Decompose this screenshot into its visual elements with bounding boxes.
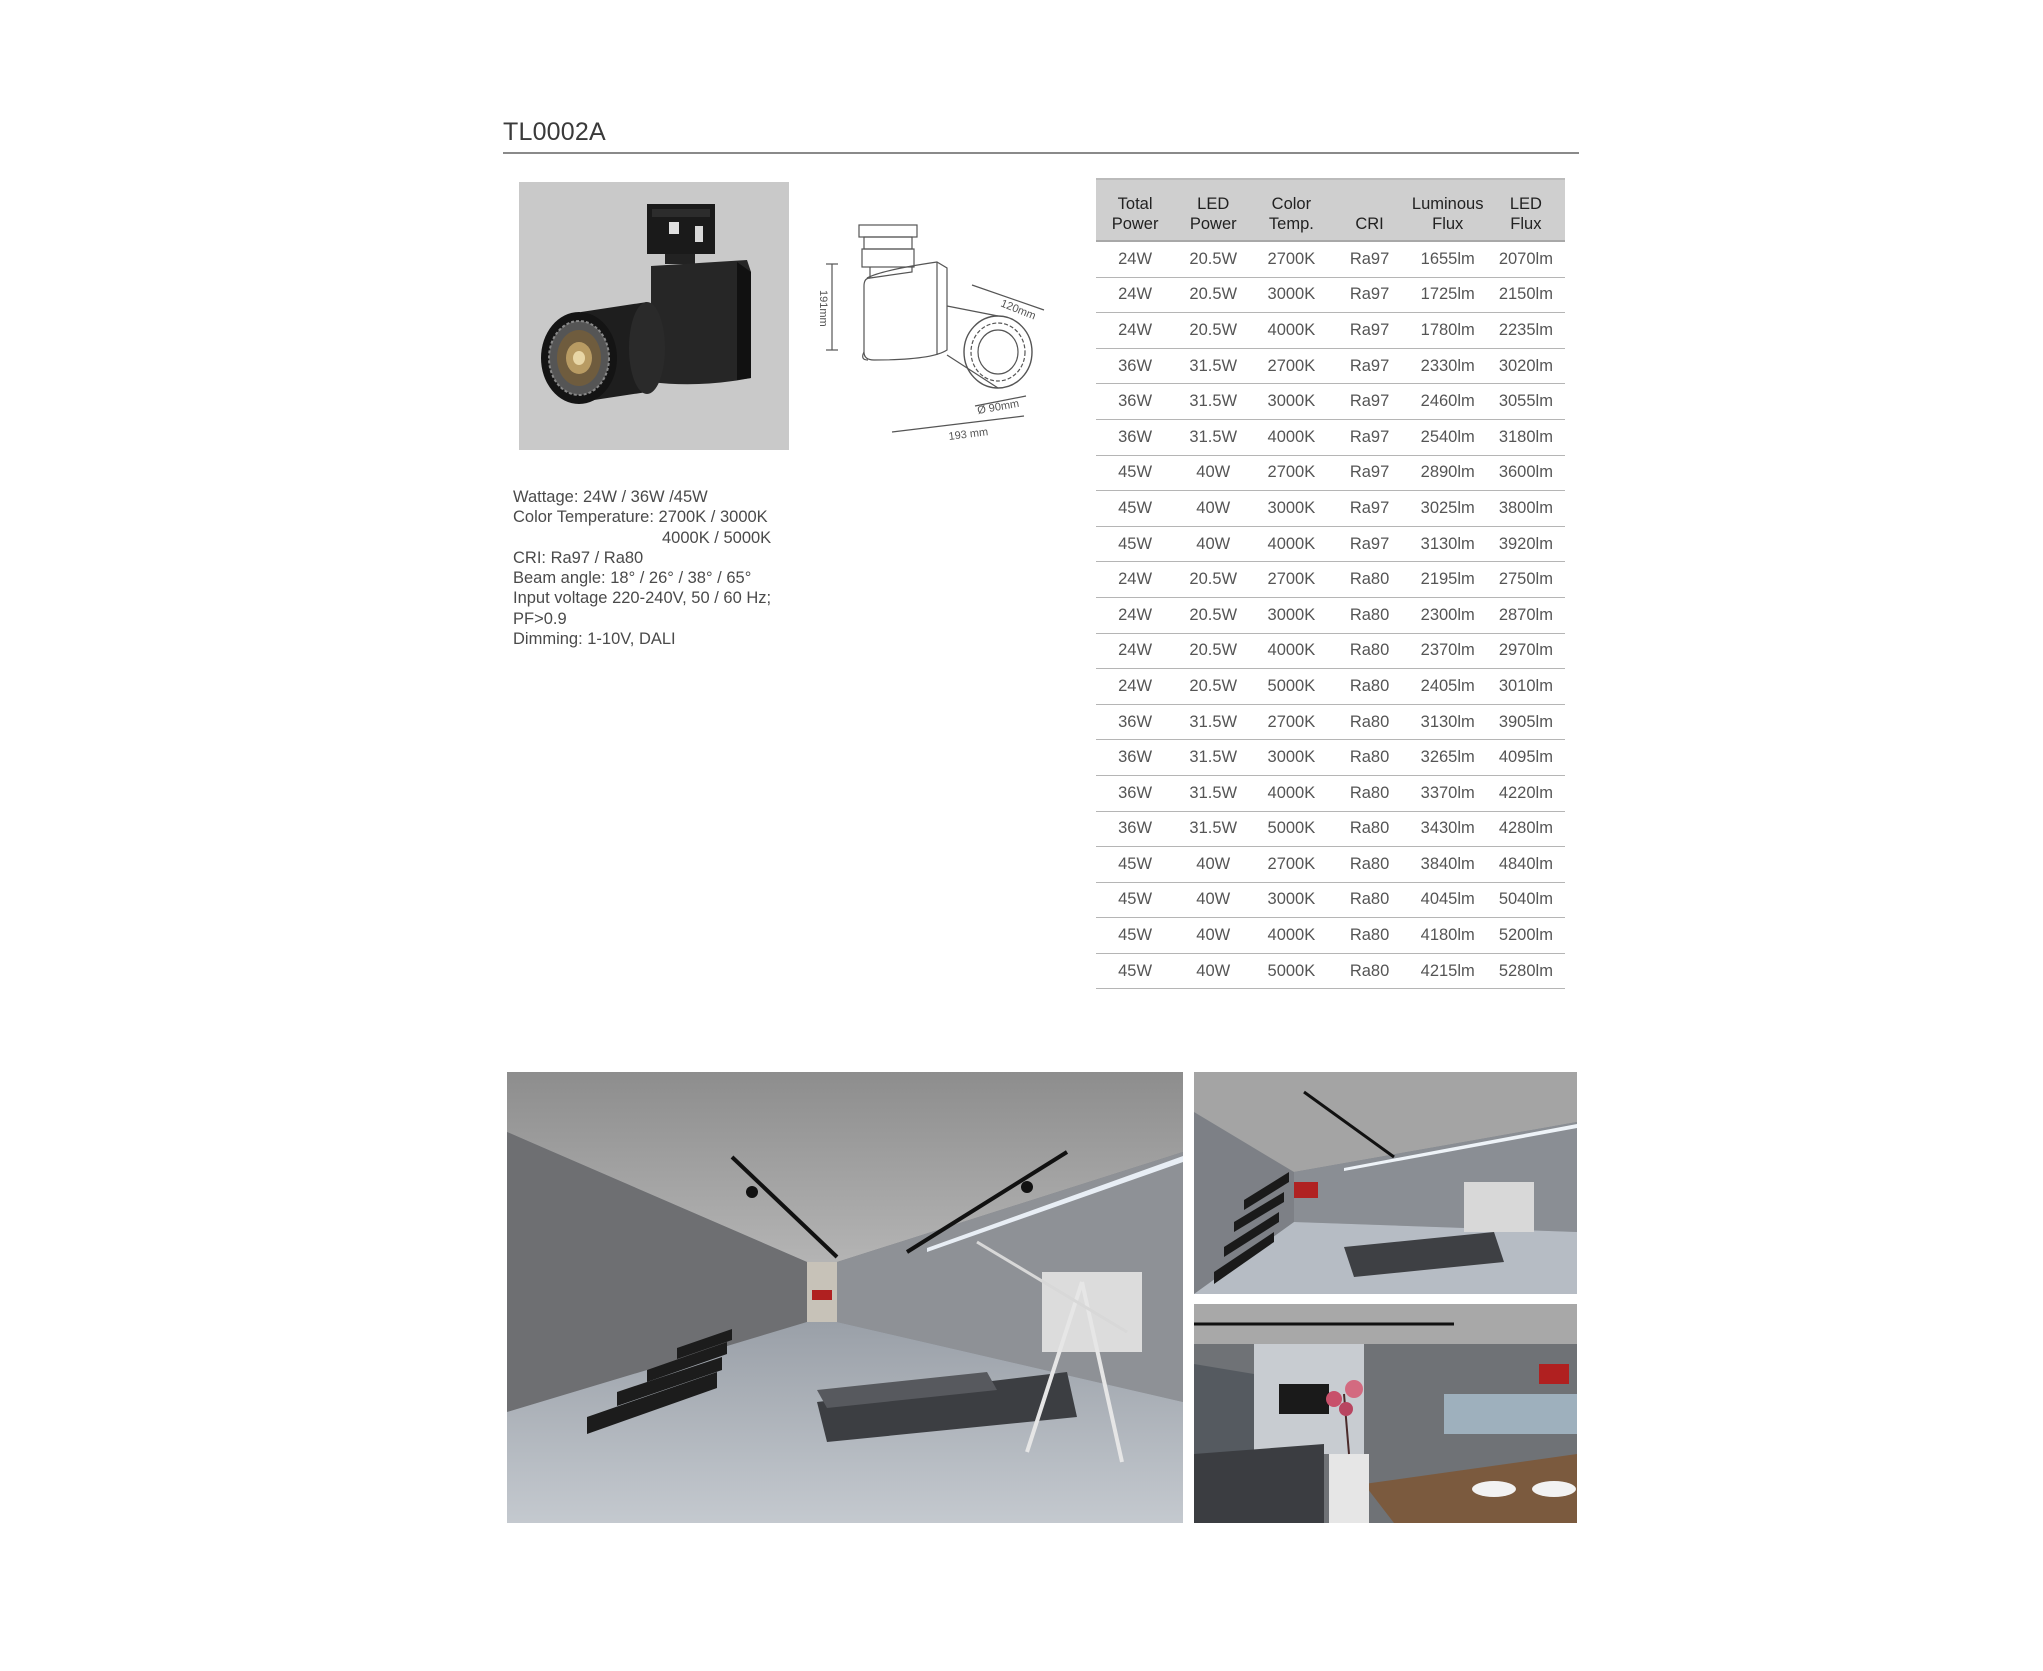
table-row (1096, 491, 1565, 527)
table-row (1096, 597, 1565, 633)
cell-color-temp: 2700K (1252, 455, 1330, 491)
cell-cri: Ra80 (1330, 562, 1408, 598)
cell-color-temp: 4000K (1252, 526, 1330, 562)
table-row (1096, 277, 1565, 313)
cell-cri: Ra97 (1330, 348, 1408, 384)
track-light-illustration (519, 182, 789, 450)
cell-total-power: 36W (1096, 811, 1174, 847)
spec-power-factor: PF>0.9 (513, 609, 567, 628)
cell-luminous-flux: 2300lm (1409, 597, 1487, 633)
spec-dimming: Dimming: 1-10V, DALI (513, 630, 676, 649)
cell-color-temp: 2700K (1252, 704, 1330, 740)
cell-total-power: 36W (1096, 740, 1174, 776)
cell-led-power: 31.5W (1174, 775, 1252, 811)
cell-luminous-flux: 1780lm (1409, 313, 1487, 349)
cell-color-temp: 3000K (1252, 491, 1330, 527)
height-dimension-label: 191mm (817, 290, 829, 327)
cell-luminous-flux: 4215lm (1409, 953, 1487, 989)
cell-led-power: 40W (1174, 882, 1252, 918)
header-luminous-flux: Luminous Flux (1409, 179, 1487, 241)
cell-cri: Ra97 (1330, 241, 1408, 277)
cell-cri: Ra97 (1330, 491, 1408, 527)
cell-total-power: 24W (1096, 669, 1174, 705)
header-total-power: Total Power (1096, 179, 1174, 241)
table-row (1096, 241, 1565, 277)
cell-led-flux: 2070lm (1487, 241, 1565, 277)
cell-led-power: 31.5W (1174, 811, 1252, 847)
cell-led-power: 20.5W (1174, 669, 1252, 705)
table-row (1096, 419, 1565, 455)
cell-cri: Ra80 (1330, 953, 1408, 989)
cell-cri: Ra80 (1330, 704, 1408, 740)
interior-photo-bottom (1194, 1304, 1577, 1523)
cell-led-power: 20.5W (1174, 277, 1252, 313)
cell-luminous-flux: 2330lm (1409, 348, 1487, 384)
cell-led-power: 31.5W (1174, 740, 1252, 776)
cell-total-power: 45W (1096, 526, 1174, 562)
header-led-flux: LED Flux (1487, 179, 1565, 241)
cell-cri: Ra97 (1330, 384, 1408, 420)
width-dimension-label: 193 mm (947, 426, 989, 443)
cell-total-power: 45W (1096, 953, 1174, 989)
table-row (1096, 775, 1565, 811)
product-photo (519, 182, 789, 450)
spec-beam-angle: Beam angle: 18° / 26° / 38° / 65° (513, 569, 752, 588)
cell-led-power: 40W (1174, 953, 1252, 989)
cell-luminous-flux: 3265lm (1409, 740, 1487, 776)
interior-photo-main (507, 1072, 1183, 1523)
cell-luminous-flux: 1725lm (1409, 277, 1487, 313)
cell-luminous-flux: 3130lm (1409, 526, 1487, 562)
cell-cri: Ra97 (1330, 277, 1408, 313)
cell-total-power: 24W (1096, 313, 1174, 349)
cell-led-power: 40W (1174, 455, 1252, 491)
cell-cri: Ra97 (1330, 526, 1408, 562)
cell-luminous-flux: 2405lm (1409, 669, 1487, 705)
cell-total-power: 24W (1096, 597, 1174, 633)
cell-total-power: 36W (1096, 348, 1174, 384)
spec-color-temperature: Color Temperature: 2700K / 3000K (513, 508, 768, 527)
cell-total-power: 24W (1096, 633, 1174, 669)
table-row (1096, 562, 1565, 598)
cell-luminous-flux: 2890lm (1409, 455, 1487, 491)
cell-led-flux: 2870lm (1487, 597, 1565, 633)
table-row (1096, 918, 1565, 954)
cell-color-temp: 3000K (1252, 740, 1330, 776)
diameter-dimension-label: Ø 90mm (976, 397, 1021, 417)
spec-cri: CRI: Ra97 / Ra80 (513, 548, 644, 567)
cell-led-flux: 5040lm (1487, 882, 1565, 918)
cell-luminous-flux: 3430lm (1409, 811, 1487, 847)
cell-led-flux: 3920lm (1487, 526, 1565, 562)
cell-led-power: 40W (1174, 847, 1252, 883)
cell-color-temp: 5000K (1252, 811, 1330, 847)
cell-total-power: 36W (1096, 775, 1174, 811)
table-row (1096, 953, 1565, 989)
cell-luminous-flux: 3840lm (1409, 847, 1487, 883)
cell-cri: Ra97 (1330, 313, 1408, 349)
cell-color-temp: 5000K (1252, 953, 1330, 989)
cell-led-power: 20.5W (1174, 562, 1252, 598)
cell-color-temp: 3000K (1252, 277, 1330, 313)
cell-color-temp: 2700K (1252, 348, 1330, 384)
cell-luminous-flux: 2370lm (1409, 633, 1487, 669)
cell-cri: Ra97 (1330, 455, 1408, 491)
cell-total-power: 45W (1096, 918, 1174, 954)
cell-led-flux: 2750lm (1487, 562, 1565, 598)
cell-luminous-flux: 4180lm (1409, 918, 1487, 954)
dimension-drawing (812, 210, 1052, 450)
cell-color-temp: 3000K (1252, 384, 1330, 420)
cell-led-power: 20.5W (1174, 241, 1252, 277)
cell-cri: Ra80 (1330, 882, 1408, 918)
cell-led-power: 31.5W (1174, 384, 1252, 420)
spec-list (513, 487, 813, 649)
cell-total-power: 45W (1096, 847, 1174, 883)
title-divider (503, 152, 1579, 154)
cell-led-flux: 3905lm (1487, 704, 1565, 740)
cell-cri: Ra80 (1330, 847, 1408, 883)
cell-color-temp: 4000K (1252, 419, 1330, 455)
cell-cri: Ra80 (1330, 811, 1408, 847)
cell-led-flux: 4095lm (1487, 740, 1565, 776)
cell-luminous-flux: 2540lm (1409, 419, 1487, 455)
cell-led-flux: 4840lm (1487, 847, 1565, 883)
cell-led-flux: 3800lm (1487, 491, 1565, 527)
cell-color-temp: 3000K (1252, 882, 1330, 918)
cell-color-temp: 4000K (1252, 918, 1330, 954)
cell-cri: Ra80 (1330, 597, 1408, 633)
cell-cri: Ra80 (1330, 740, 1408, 776)
header-cri: CRI (1330, 179, 1408, 241)
cell-led-power: 40W (1174, 918, 1252, 954)
spec-table (1096, 178, 1565, 989)
cell-luminous-flux: 3370lm (1409, 775, 1487, 811)
cell-total-power: 24W (1096, 562, 1174, 598)
cell-led-power: 31.5W (1174, 704, 1252, 740)
cell-total-power: 45W (1096, 882, 1174, 918)
cell-led-power: 20.5W (1174, 597, 1252, 633)
cell-led-flux: 2235lm (1487, 313, 1565, 349)
table-row (1096, 811, 1565, 847)
cell-luminous-flux: 1655lm (1409, 241, 1487, 277)
cell-total-power: 45W (1096, 491, 1174, 527)
cell-led-flux: 3020lm (1487, 348, 1565, 384)
cell-color-temp: 5000K (1252, 669, 1330, 705)
cell-color-temp: 4000K (1252, 633, 1330, 669)
cell-led-flux: 3180lm (1487, 419, 1565, 455)
cell-led-power: 40W (1174, 526, 1252, 562)
cell-color-temp: 2700K (1252, 847, 1330, 883)
cell-color-temp: 2700K (1252, 562, 1330, 598)
cell-total-power: 45W (1096, 455, 1174, 491)
cell-luminous-flux: 3130lm (1409, 704, 1487, 740)
cell-led-power: 31.5W (1174, 419, 1252, 455)
cell-led-flux: 2150lm (1487, 277, 1565, 313)
cell-led-flux: 3055lm (1487, 384, 1565, 420)
cell-cri: Ra80 (1330, 633, 1408, 669)
table-row (1096, 633, 1565, 669)
cell-led-flux: 5200lm (1487, 918, 1565, 954)
cell-color-temp: 2700K (1252, 241, 1330, 277)
cell-total-power: 36W (1096, 384, 1174, 420)
cell-luminous-flux: 2195lm (1409, 562, 1487, 598)
depth-dimension-label: 120mm (998, 297, 1038, 323)
cell-cri: Ra80 (1330, 775, 1408, 811)
cell-color-temp: 4000K (1252, 313, 1330, 349)
table-row (1096, 740, 1565, 776)
cell-led-power: 40W (1174, 491, 1252, 527)
table-row (1096, 313, 1565, 349)
cell-luminous-flux: 2460lm (1409, 384, 1487, 420)
table-row (1096, 847, 1565, 883)
cell-led-flux: 3010lm (1487, 669, 1565, 705)
cell-cri: Ra97 (1330, 419, 1408, 455)
cell-total-power: 24W (1096, 241, 1174, 277)
cell-led-flux: 4280lm (1487, 811, 1565, 847)
cell-total-power: 36W (1096, 704, 1174, 740)
cell-cri: Ra80 (1330, 918, 1408, 954)
cell-cri: Ra80 (1330, 669, 1408, 705)
table-row (1096, 669, 1565, 705)
spec-color-temperature-cont: 4000K / 5000K (662, 528, 772, 547)
table-row (1096, 348, 1565, 384)
table-row (1096, 882, 1565, 918)
spec-input-voltage: Input voltage 220-240V, 50 / 60 Hz; (513, 589, 772, 608)
spec-wattage: Wattage: 24W / 36W /45W (513, 488, 708, 506)
cell-color-temp: 4000K (1252, 775, 1330, 811)
header-color-temp: Color Temp. (1252, 179, 1330, 241)
cell-total-power: 36W (1096, 419, 1174, 455)
cell-led-flux: 5280lm (1487, 953, 1565, 989)
table-row (1096, 455, 1565, 491)
cell-led-power: 20.5W (1174, 633, 1252, 669)
cell-led-flux: 4220lm (1487, 775, 1565, 811)
interior-photo-top (1194, 1072, 1577, 1294)
cell-led-flux: 3600lm (1487, 455, 1565, 491)
table-row (1096, 526, 1565, 562)
page-title: TL0002A (503, 118, 606, 146)
cell-total-power: 24W (1096, 277, 1174, 313)
table-header-row (1096, 179, 1565, 241)
cell-led-flux: 2970lm (1487, 633, 1565, 669)
table-row (1096, 384, 1565, 420)
cell-color-temp: 3000K (1252, 597, 1330, 633)
cell-luminous-flux: 4045lm (1409, 882, 1487, 918)
table-row (1096, 704, 1565, 740)
cell-led-power: 31.5W (1174, 348, 1252, 384)
header-led-power: LED Power (1174, 179, 1252, 241)
cell-luminous-flux: 3025lm (1409, 491, 1487, 527)
cell-led-power: 20.5W (1174, 313, 1252, 349)
